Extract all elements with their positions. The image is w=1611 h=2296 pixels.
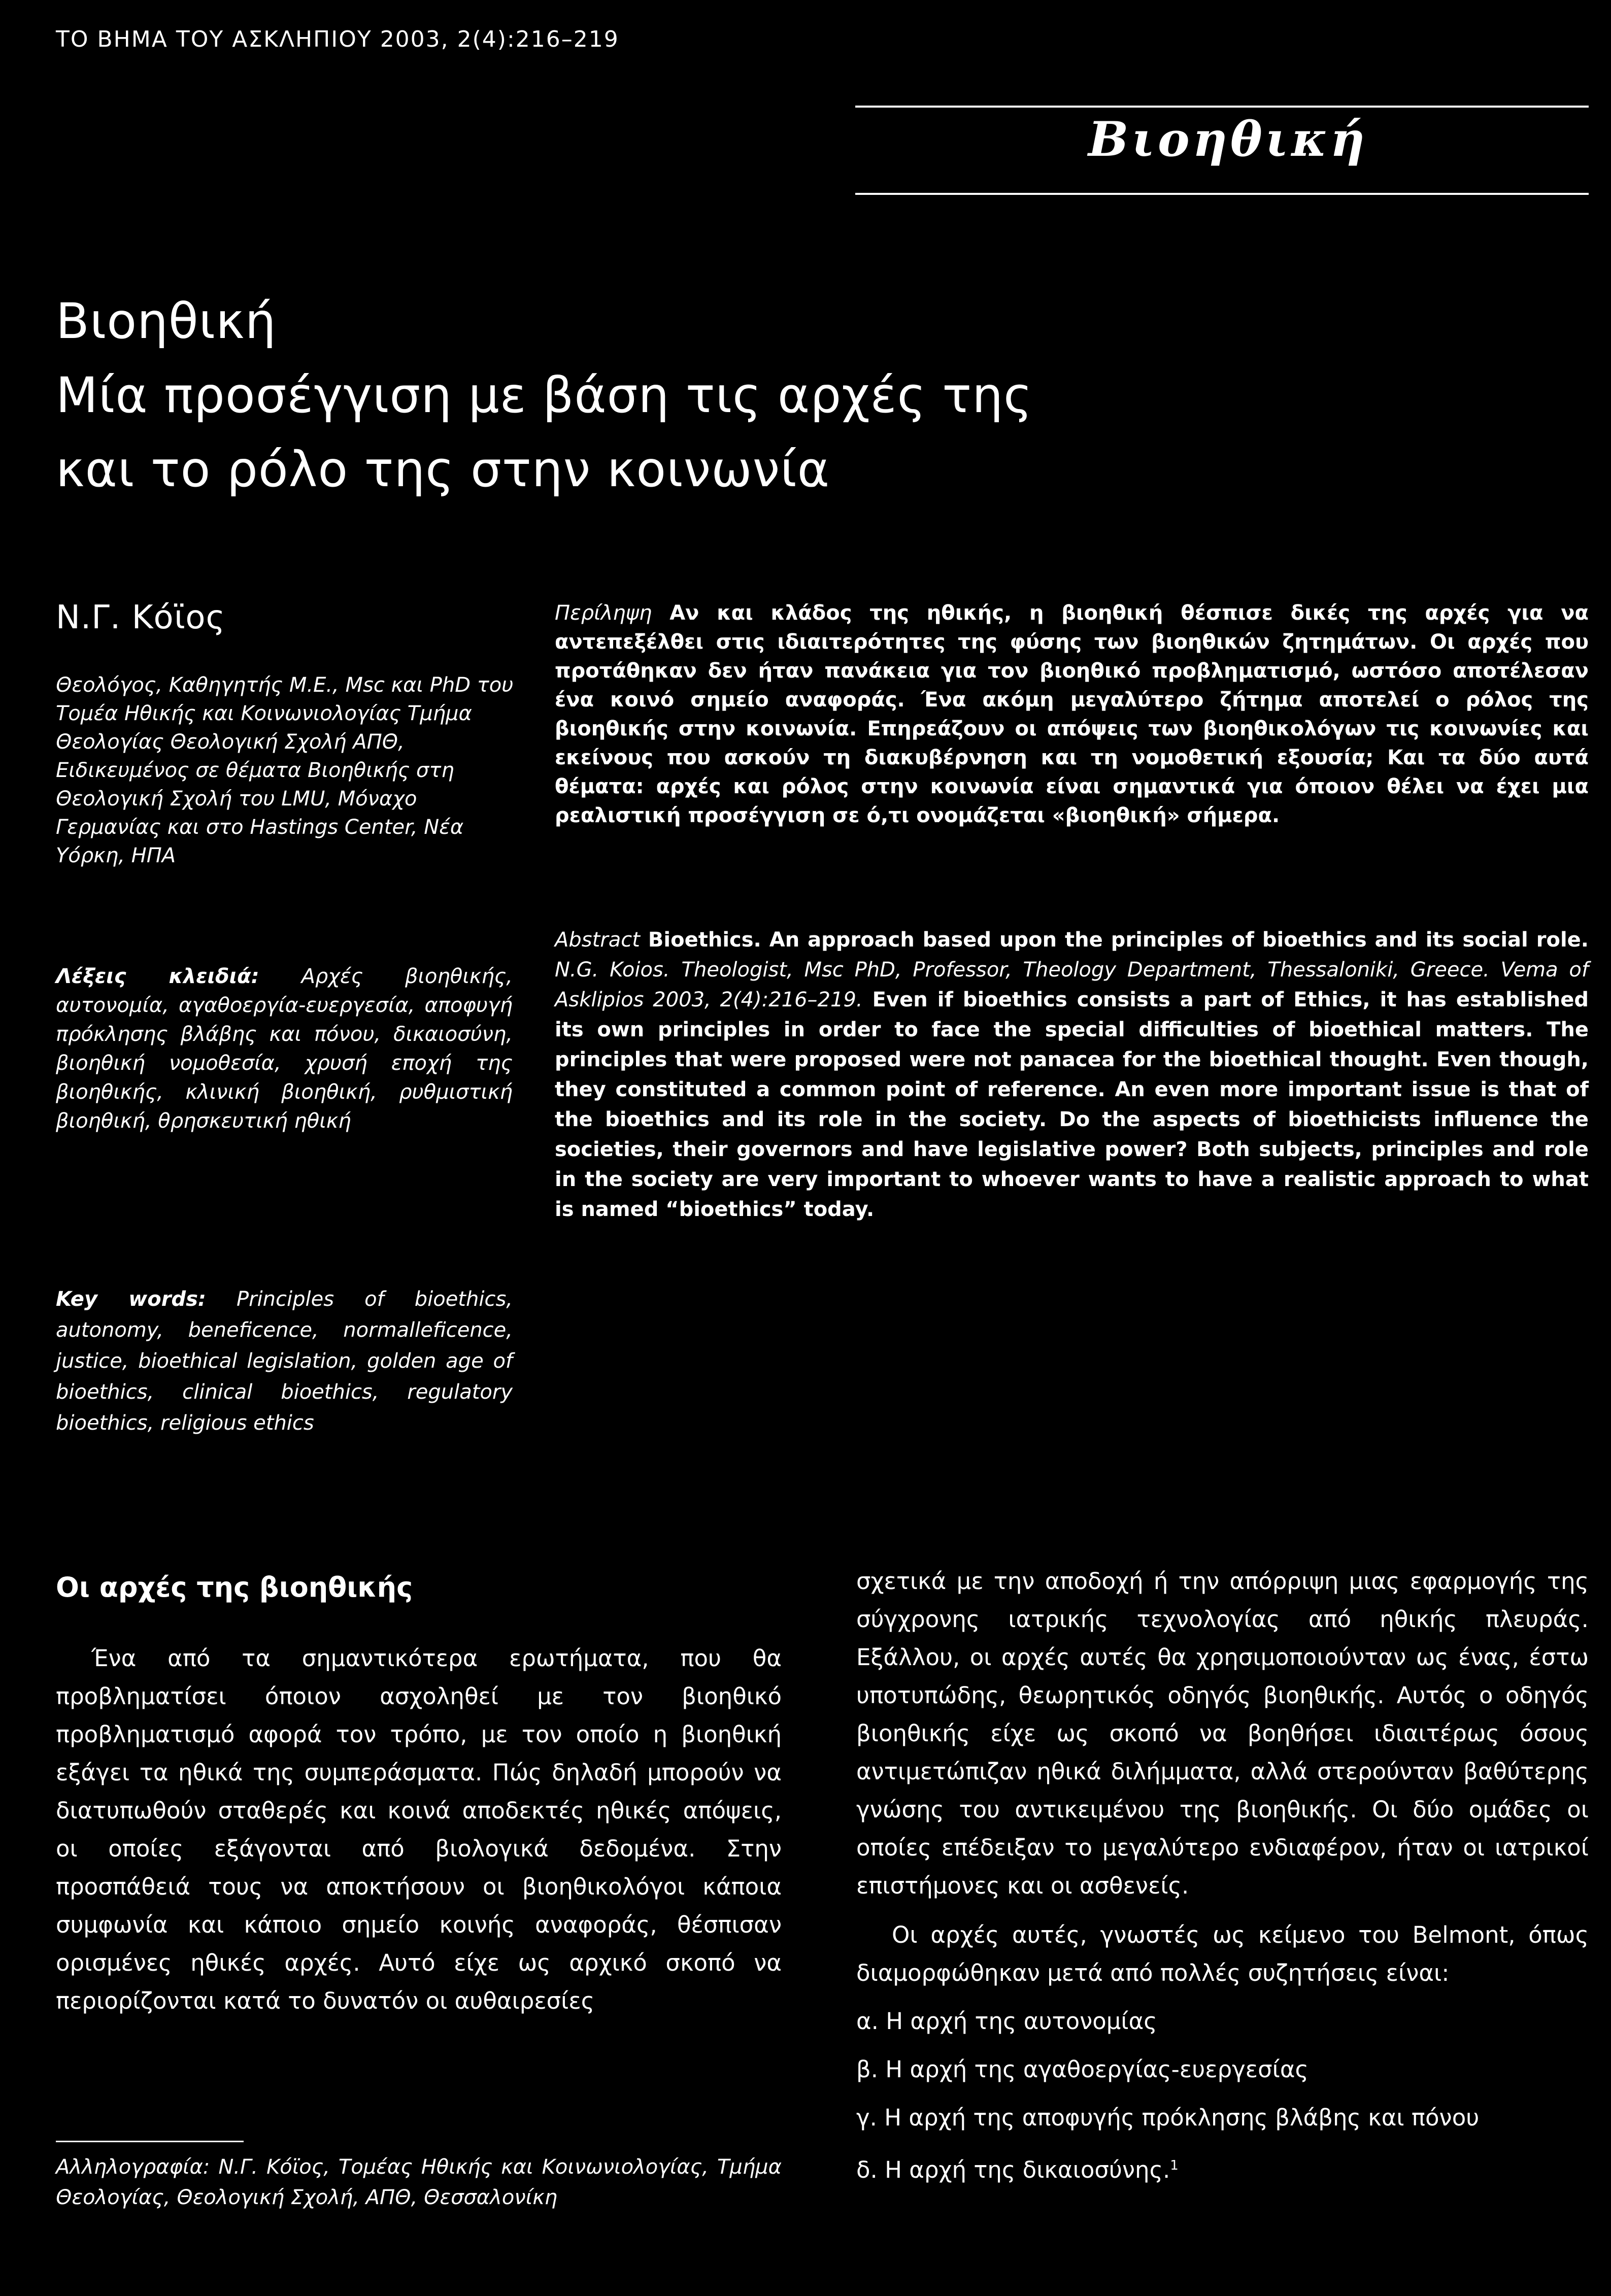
abstract-label: Abstract — [555, 928, 640, 952]
keywords-greek-text: Αρχές βιοηθικής, αυτονομία, αγαθοεργία-ευεργεσία, αποφυγή πρόκλησης βλάβης και πόνου, δικαιοσύνη, βιοηθική νομοθεσία, χρυσή εποχή της βιοηθικής, κλινική βιοηθική, ρυθμιστική βιοηθική, θρησκευτική ηθική — [56, 965, 513, 1133]
author-affiliation: Θεολόγος, Καθηγητής Μ.Ε., Msc και PhD του Τομέα Ηθικής και Κοινωνιολογίας Τμήμα Θεολογίας Θεολογική Σχολή ΑΠΘ, Ειδικευμένος σε θέματα Βιοηθικής στη Θεολογική Σχολή του LMU, Μόναχο Γερμανίας και στο Hastings Center, Νέα Υόρκη, ΗΠΑ — [56, 673, 514, 867]
list-item: γ. Η αρχή της αποφυγής πρόκλησης βλάβης και πόνου — [856, 2104, 1480, 2131]
body-column-right — [856, 1562, 1589, 2189]
greek-summary — [555, 599, 1589, 830]
list-item: α. Η αρχή της αυτονομίας — [856, 2008, 1157, 2035]
list-item-text: δ. Η αρχή της δικαιοσύνης. — [856, 2156, 1170, 2183]
abstract-title: Bioethics. An approach based upon the principles of bioethics and its social role. — [648, 928, 1589, 952]
abstract-text: Even if bioethics consists a part of Ethics, it has established its own principles in order to face the special difficulties of bioethical matters. The principles that were proposed were not panacea for the bioethical thought. Even though, they constituted a common point of reference. An even more important issue is that of the bioethics and its role in the society. Do the aspects of bioethicists influence the societies, their governors and have legislative power? Both subjects, principles and role in the society are very important to whoever wants to have a realistic approach to what is named “bioethics” today. — [555, 988, 1589, 1221]
english-abstract — [555, 925, 1589, 1225]
keywords-greek — [56, 962, 513, 1136]
title-line-2: Μία προσέγγιση με βάση τις αρχές της — [56, 367, 1033, 424]
abstract-author: N.G. Koios. — [555, 958, 670, 982]
list-item: β. Η αρχή της αγαθοεργίας-ευεργεσίας — [856, 2056, 1308, 2083]
article-title — [56, 284, 1032, 507]
keywords-english-text: Principles of bioethics, autonomy, beneficence, normalleficence, justice, bioethical legislation, golden age of bioethics, clinical bioethics, regulatory bioethics, religious ethics — [56, 1288, 513, 1435]
keywords-greek-label: Λέξεις κλειδιά: — [56, 965, 259, 988]
principles-list — [856, 2002, 1589, 2189]
section-label: Βιοηθική — [1088, 112, 1368, 167]
summary-label: Περίληψη — [555, 601, 652, 625]
journal-header: ΤΟ ΒΗΜΑ ΤΟΥ ΑΣΚΛΗΠΙΟΥ 2003, 2(4):216–219 — [56, 26, 619, 52]
footnote-marker: 1 — [1170, 2158, 1179, 2173]
footnote-rule — [56, 2141, 244, 2142]
summary-text: Αν και κλάδος της ηθικής, η βιοηθική θέσπισε δικές της αρχές για να αντεπεξέλθει στις ιδιαιτερότητες της φύσης των βιοηθικών ζητημάτων. Οι αρχές που προτάθηκαν δεν ήταν πανάκεια για τον βιοηθικό προβληματισμό, ωστόσο αποτέλεσαν ένα κοινό σημείο αναφοράς. Ένα ακόμη μεγαλύτερο ζήτημα αποτελεί ο ρόλος της βιοηθικής στην κοινωνία. Επηρεάζουν οι απόψεις των βιοηθικολόγων τις κοινωνίες και εκείνους που ασκούν τη διακυβέρνηση και τη νομοθετική εξουσία; Και τα δύο αυτά θέματα: αρχές και ρόλος στην κοινωνία είναι σημαντικά για όποιον θέλει να έχει μια ρεαλιστική προσέγγιση σε ό,τι ονομάζεται «βιοηθική» σήμερα. — [555, 601, 1589, 827]
keywords-english — [56, 1284, 513, 1439]
title-line-1: Βιοηθική — [56, 293, 277, 350]
list-item — [856, 2147, 1589, 2189]
body-column-left — [56, 1639, 782, 2020]
section-heading: Οι αρχές της βιοηθικής — [56, 1571, 413, 1603]
header-rule-bottom — [855, 193, 1589, 195]
abstract-affiliation: Theologist, Msc PhD, Professor, Theology Department, Thessaloniki, Greece. Vema of Asklipios 2003, 2(4):216–219. — [555, 958, 1589, 1011]
body-paragraph: Οι αρχές αυτές, γνωστές ως κείμενο του Belmont, όπως διαμορφώθηκαν μετά από πολλές συζητήσεις είναι: — [856, 1921, 1589, 1986]
body-paragraph: σχετικά με την αποδοχή ή την απόρριψη μιας εφαρμογής της σύγχρονης ιατρικής τεχνολογίας από ηθικής πλευράς. Εξάλλου, οι αρχές αυτές θα χρησιμοποιούνταν ως ένας, έστω υποτυπώδης, θεωρητικός οδηγός βιοηθικής. Αυτός ο οδηγός βιοηθικής είχε ως σκοπό να βοηθήσει ιδιαιτέρως όσους αντιμετώπιζαν ηθικά διλήμματα, αλλά στερούνταν βαθύτερης γνώσης του αντικειμένου της βιοηθικής. Οι δύο ομάδες οι οποίες επέδειξαν το μεγαλύτερο ενδιαφέρον, ήταν οι ιατρικοί επιστήμονες και οι ασθενείς. — [856, 1568, 1589, 1899]
keywords-english-label: Key words: — [56, 1288, 206, 1311]
author-name: Ν.Γ. Κόϊος — [56, 599, 226, 636]
body-paragraph: Ένα από τα σημαντικότερα ερωτήματα, που θα προβληματίσει όποιον ασχοληθεί με τον βιοηθικό προβληματισμό αφορά τον τρόπο, με τον οποίο η βιοηθική εξάγει τα ηθικά της συμπεράσματα. Πώς δηλαδή μπορούν να διατυπωθούν σταθερές και κοινά αποδεκτές ηθικές απόψεις, οι οποίες εξάγονται από βιολογικά δεδομένα. Στην προσπάθειά τους να αποκτήσουν οι βιοηθικολόγοι κάποια συμφωνία και κάποιο σημείο κοινής αναφοράς, θέσπισαν ορισμένες ηθικές αρχές. Αυτό είχε ως αρχικό σκοπό να περιορίζονται κατά το δυνατόν οι αυθαιρεσίες — [56, 1645, 782, 2014]
title-line-3: και το ρόλο της στην κοινωνία — [56, 441, 830, 498]
header-rule-top — [855, 106, 1589, 108]
correspondence-footnote: Αλληλογραφία: Ν.Γ. Κόϊος, Τομέας Ηθικής και Κοινωνιολογίας, Τμήμα Θεολογίας, Θεολογική Σχολή, ΑΠΘ, Θεσσαλονίκη — [56, 2155, 782, 2209]
